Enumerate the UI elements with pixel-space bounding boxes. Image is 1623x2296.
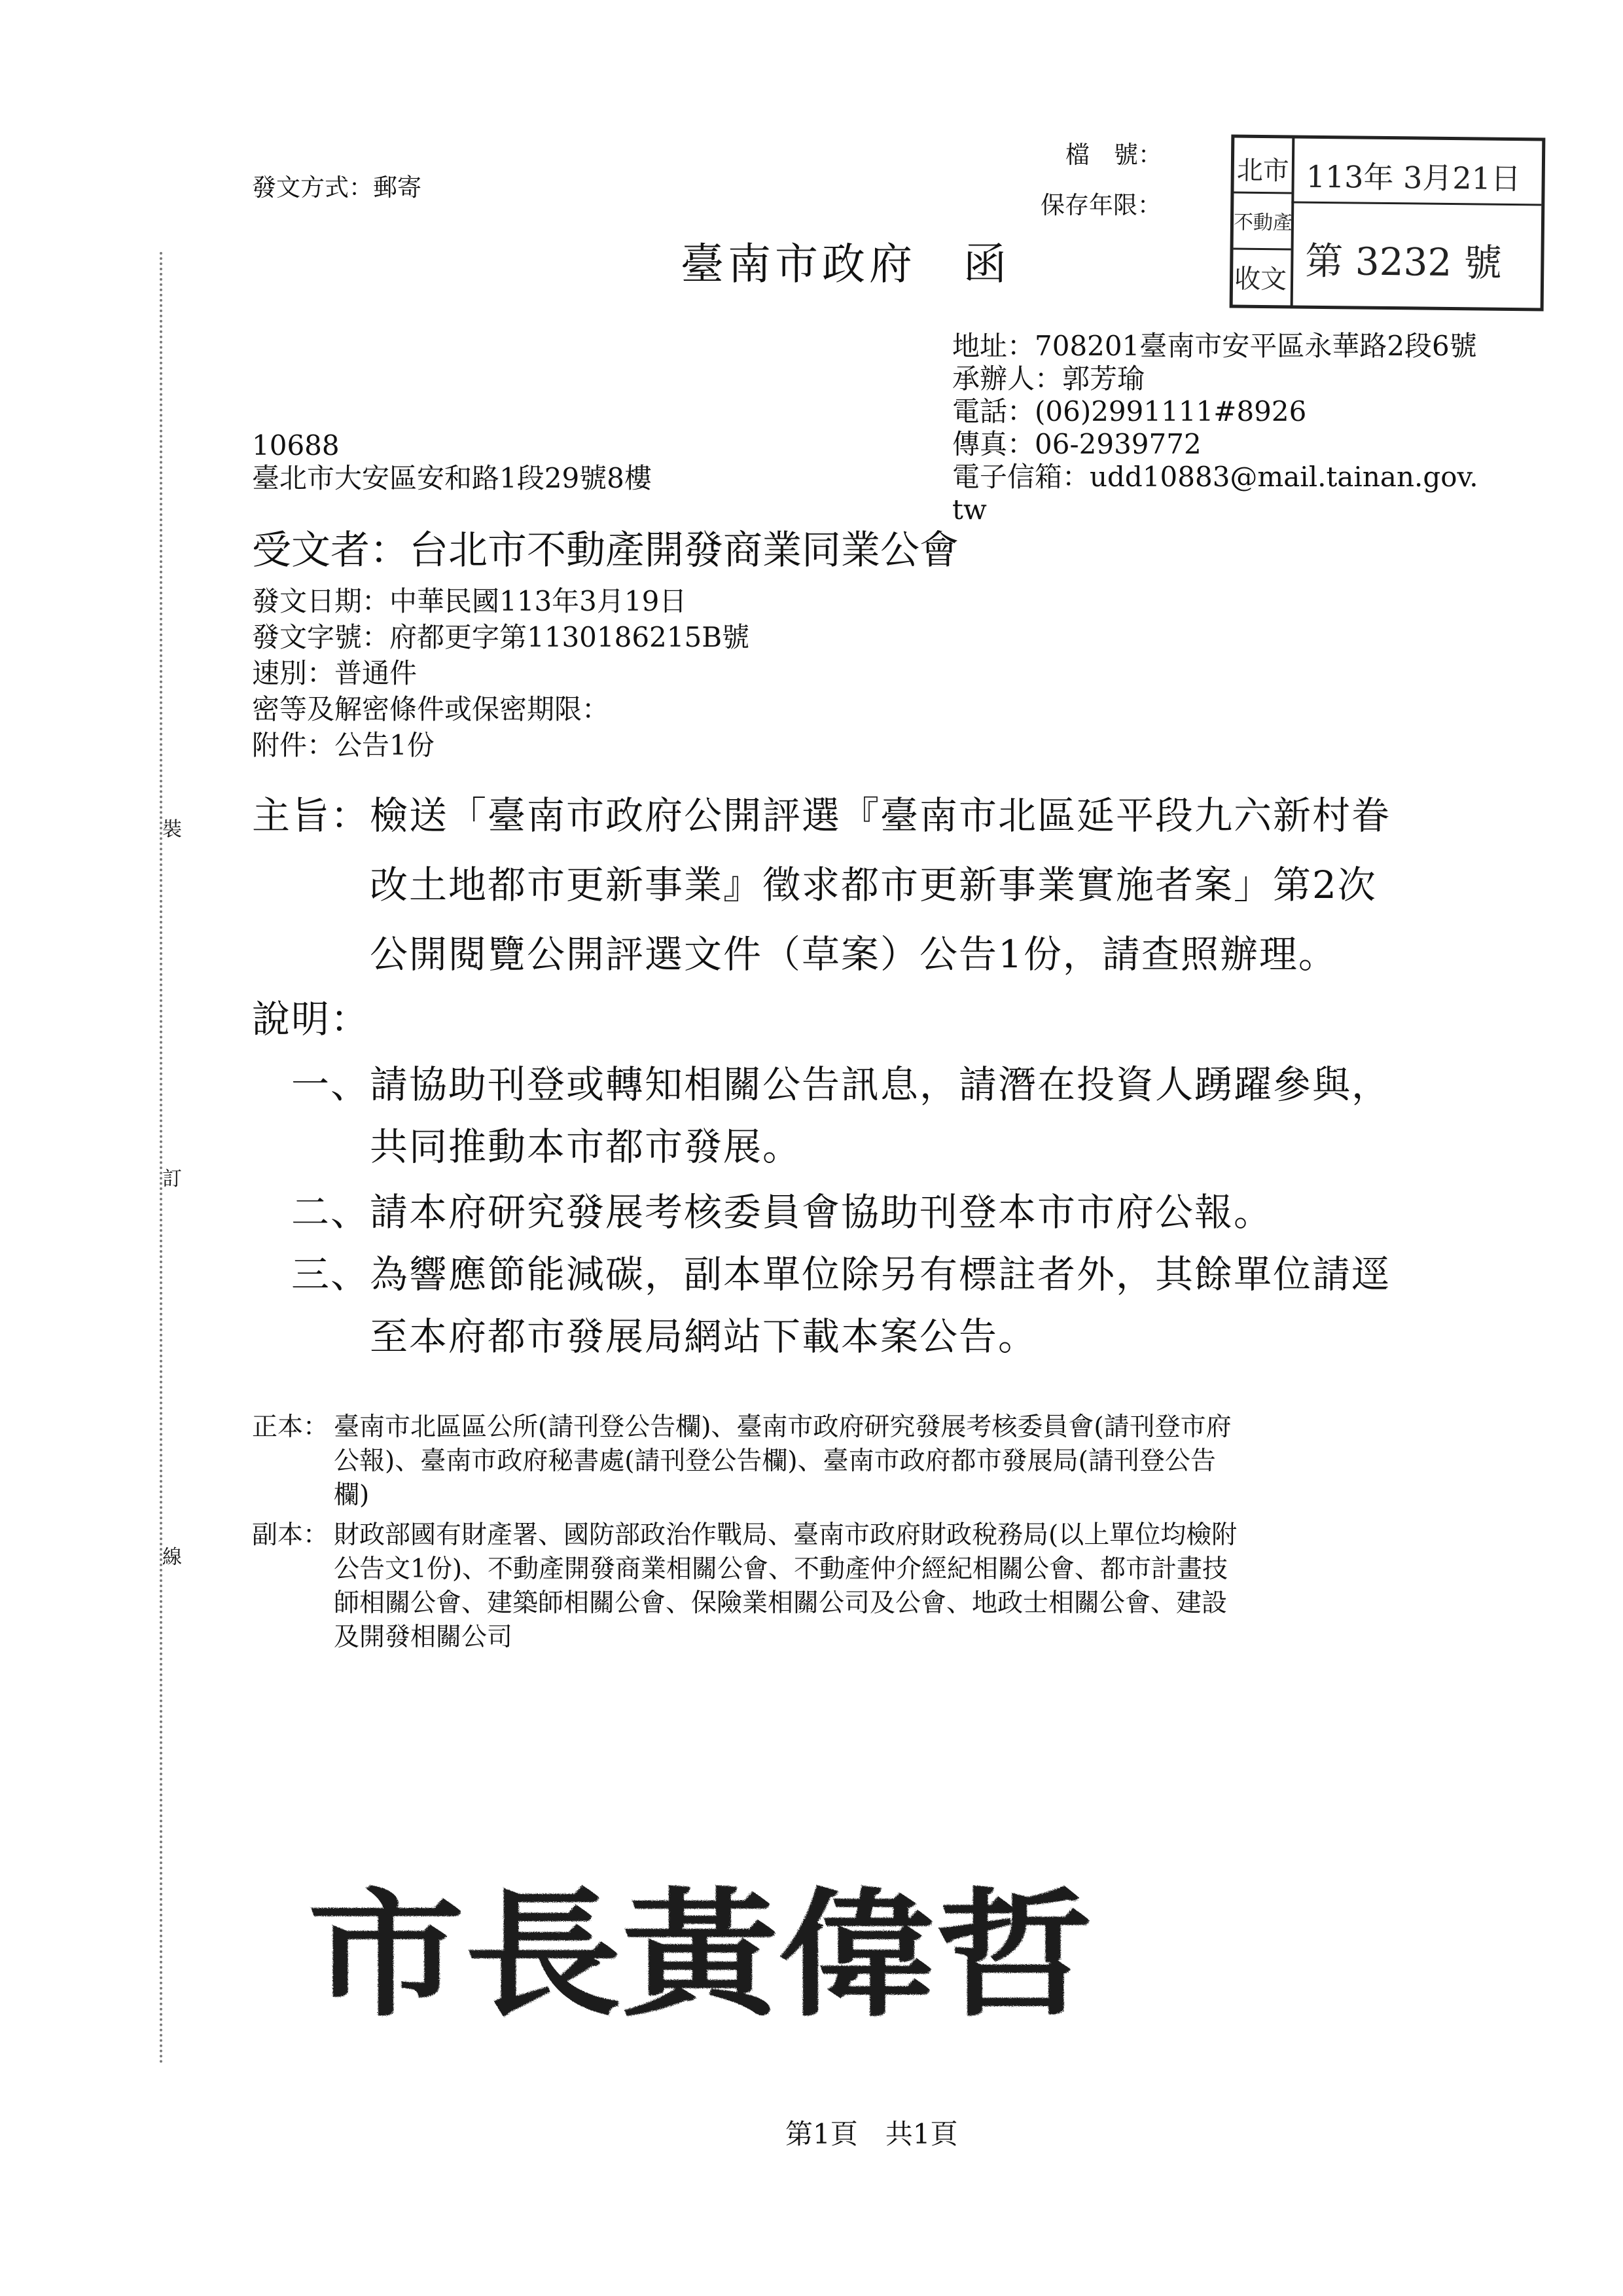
explanation-item-1-number: 一、	[291, 1062, 370, 1107]
copy-recipients-label: 副本：	[252, 1520, 329, 1550]
retention-label: 保存年限：	[1041, 191, 1162, 219]
original-recipients-line-1: 臺南市北區區公所(請刊登公告欄)、臺南市政府研究發展考核委員會(請刊登市府	[334, 1412, 1232, 1442]
explanation-item-3-number: 三、	[291, 1252, 370, 1297]
sender-email: 電子信箱：udd10883@mail.tainan.gov.	[952, 461, 1478, 493]
document-title: 臺南市政府 函	[681, 239, 1010, 289]
original-recipients-line-2: 公報)、臺南市政府秘書處(請刊登公告欄)、臺南市政府都市發展局(請刊登公告	[334, 1446, 1216, 1476]
copy-recipients-line-1: 財政部國有財產署、國防部政治作戰局、臺南市政府財政稅務局(以上單位均檢附	[334, 1520, 1238, 1550]
stamp-date: 113年 3月21日	[1306, 158, 1522, 197]
mayor-signature	[308, 1852, 1113, 2049]
copy-recipients-line-3: 師相關公會、建築師相關公會、保險業相關公司及公會、地政士相關公會、建設	[334, 1588, 1228, 1618]
original-recipients-label: 正本：	[252, 1412, 329, 1442]
send-method: 發文方式：郵寄	[252, 173, 421, 202]
binding-mark-bottom: 線	[162, 1538, 182, 1572]
page-number: 第1頁 共1頁	[785, 2118, 958, 2150]
subject-line-3: 公開閱覽公開評選文件（草案）公告1份，請查照辦理。	[370, 932, 1338, 977]
subject-line-2: 改土地都市更新事業』徵求都市更新事業實施者案」第2次	[370, 863, 1377, 907]
copy-recipients-line-2: 公告文1份)、不動產開發商業相關公會、不動產仲介經紀相關公會、都市計畫技	[334, 1554, 1228, 1584]
document-number: 發文字號：府都更字第1130186215B號	[252, 621, 750, 653]
delivery-speed: 速別：普通件	[252, 657, 418, 689]
sender-fax: 傳真：06-2939772	[952, 428, 1202, 460]
stamp-number: 第 3232 號	[1305, 238, 1503, 285]
sender-phone: 電話：(06)2991111#8926	[952, 395, 1307, 427]
explanation-item-2-number: 二、	[291, 1190, 370, 1234]
sender-address: 地址：708201臺南市安平區永華路2段6號	[952, 330, 1477, 362]
copy-recipients-line-4: 及開發相關公司	[334, 1623, 513, 1652]
explanation-item-3-line-2: 至本府都市發展局網站下載本案公告。	[370, 1314, 1038, 1359]
recipient-address: 臺北市大安區安和路1段29號8樓	[252, 462, 652, 494]
recipient: 受文者：台北市不動產開發商業同業公會	[252, 528, 959, 573]
sender-email-cont: tw	[952, 493, 987, 526]
secrecy-level: 密等及解密條件或保密期限：	[252, 693, 610, 725]
attachment: 附件：公告1份	[252, 729, 435, 761]
binding-guide-line	[160, 252, 162, 2065]
original-recipients-line-3: 欄)	[334, 1480, 370, 1510]
issue-date: 發文日期：中華民國113年3月19日	[252, 585, 687, 617]
explanation-item-3-line-1: 為響應節能減碳，副本單位除另有標註者外，其餘單位請逕	[370, 1252, 1391, 1297]
subject-label: 主旨：	[252, 793, 370, 838]
stamp-org-bottom: 收文	[1234, 264, 1287, 295]
binding-mark-top: 裝	[162, 810, 182, 844]
file-number-label: 檔 號：	[1065, 141, 1162, 169]
subject-line-1: 檢送「臺南市政府公開評選『臺南市北區延平段九六新村眷	[370, 793, 1391, 838]
stamp-org-mid: 不動產	[1233, 211, 1293, 235]
explanation-item-1-line-2: 共同推動本市都市發展。	[370, 1124, 802, 1169]
explanation-item-1-line-1: 請協助刊登或轉知相關公告訊息，請潛在投資人踴躍參與，	[370, 1062, 1391, 1107]
explanation-item-2-line-1: 請本府研究發展考核委員會協助刊登本市市府公報。	[370, 1190, 1274, 1234]
stamp-org-top: 北市	[1236, 155, 1290, 187]
binding-mark-middle: 訂	[162, 1160, 182, 1194]
explanation-label: 說明：	[252, 997, 370, 1041]
receipt-stamp	[1230, 134, 1546, 311]
sender-handler: 承辦人：郭芳瑜	[952, 363, 1145, 395]
signature-text: 市長黃偉哲	[308, 1874, 1093, 2036]
recipient-zip: 10688	[252, 429, 340, 461]
